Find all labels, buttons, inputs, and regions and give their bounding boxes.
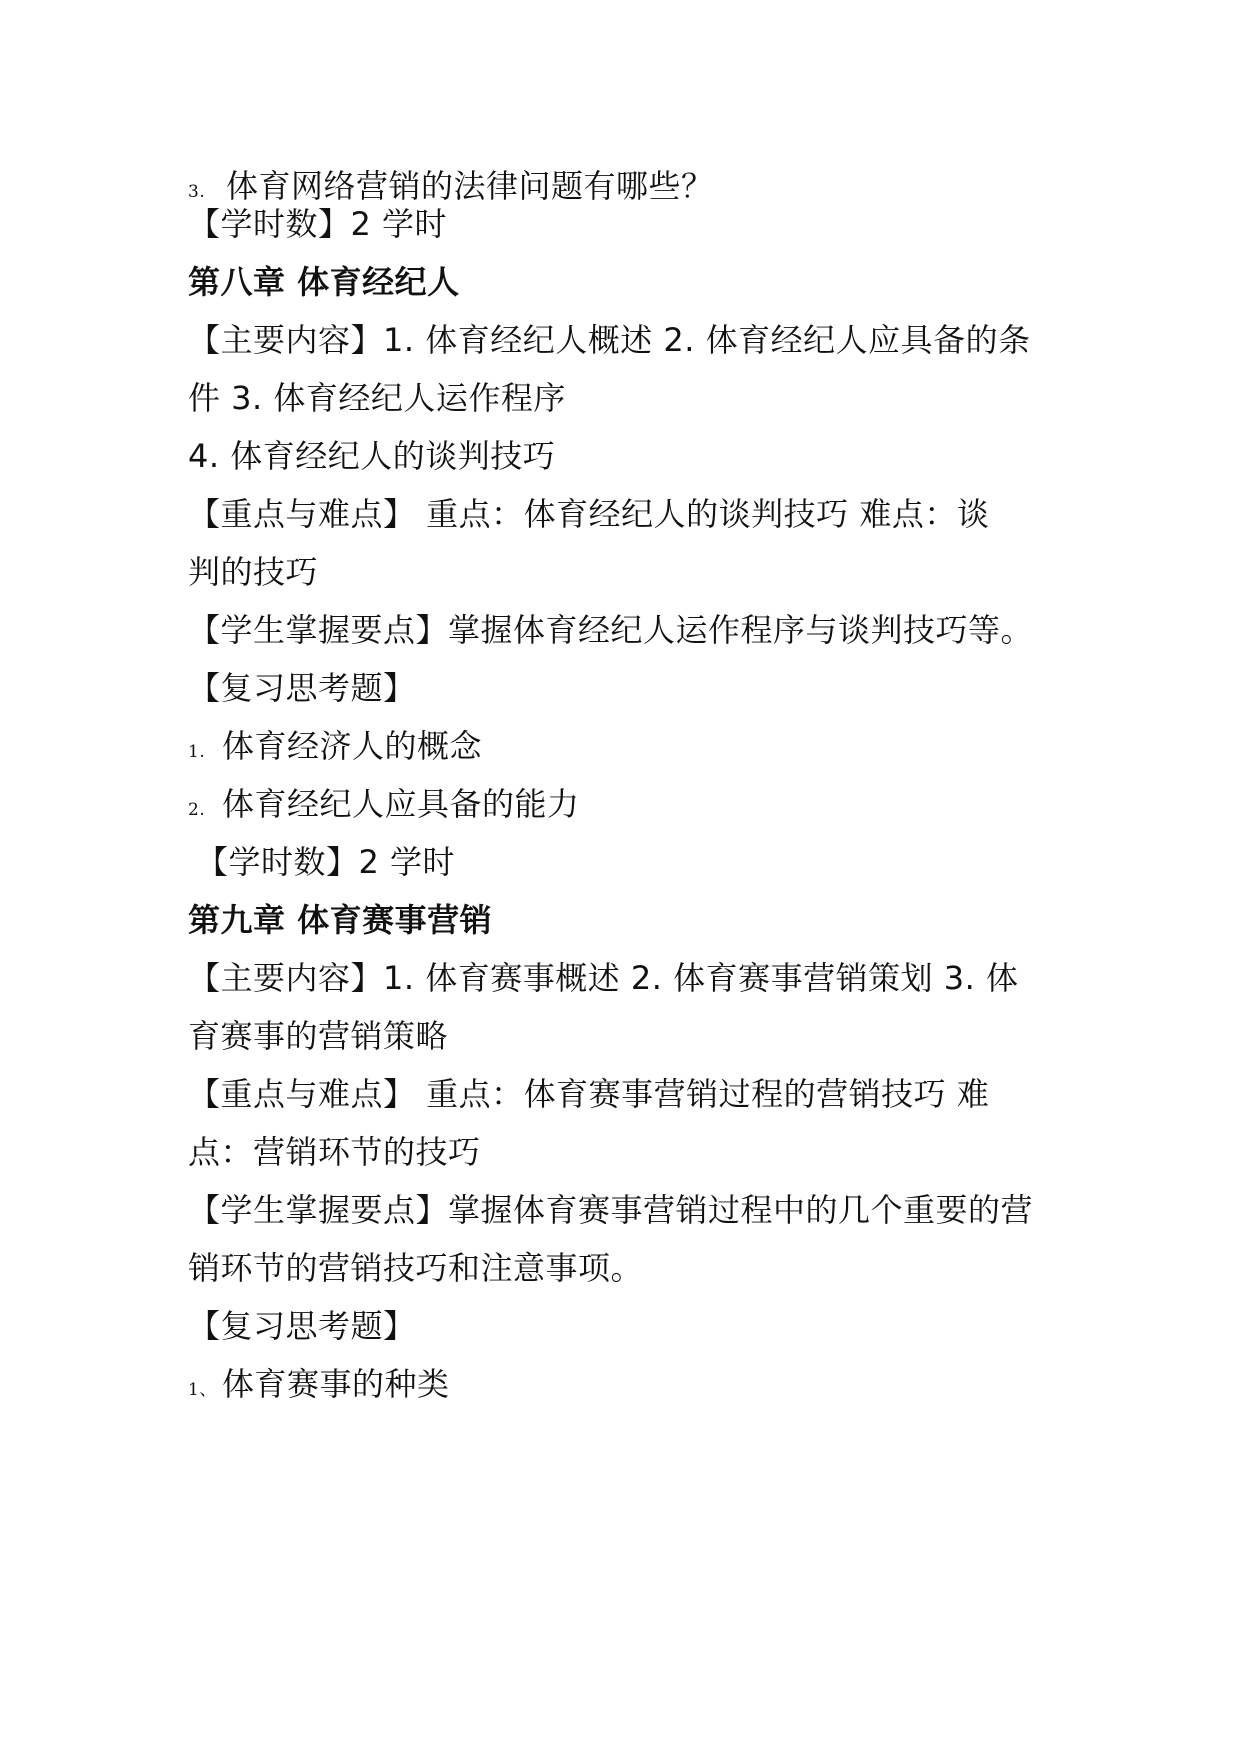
chapter-heading: 第九章 体育赛事营销: [188, 901, 493, 939]
class-hours: 【学时数】2 学时: [188, 205, 448, 243]
main-content-continued: 育赛事的营销策略: [188, 1017, 449, 1055]
main-content-continued: 4. 体育经纪人的谈判技巧: [188, 437, 556, 475]
list-number: 1.: [188, 742, 206, 762]
question-text: 体育赛事的种类: [222, 1365, 450, 1403]
main-content-continued: 件 3. 体育经纪人运作程序: [188, 379, 566, 417]
review-questions-heading: 【复习思考题】: [188, 669, 416, 707]
question-text: 体育经济人的概念: [222, 727, 483, 765]
question-text: 体育经纪人应具备的能力: [222, 785, 580, 823]
list-number: 3.: [188, 182, 206, 202]
mastery-points: 【学生掌握要点】掌握体育赛事营销过程中的几个重要的营: [188, 1191, 1034, 1229]
list-number: 2.: [188, 800, 206, 820]
question-item: [188, 784, 1088, 830]
key-points-continued: 点：营销环节的技巧: [188, 1133, 481, 1171]
question-item: [188, 1364, 1088, 1410]
list-number: 1、: [188, 1380, 217, 1400]
key-points: 【重点与难点】 重点：体育赛事营销过程的营销技巧 难: [188, 1075, 990, 1113]
chapter-heading: 第八章 体育经纪人: [188, 263, 460, 301]
key-points: 【重点与难点】 重点：体育经纪人的谈判技巧 难点：谈: [188, 495, 990, 533]
key-points-continued: 判的技巧: [188, 553, 319, 591]
question-text: 体育网络营销的法律问题有哪些？: [226, 167, 714, 205]
mastery-points-continued: 销环节的营销技巧和注意事项。: [188, 1249, 644, 1287]
mastery-points: 【学生掌握要点】掌握体育经纪人运作程序与谈判技巧等。: [188, 611, 1034, 649]
class-hours: 【学时数】2 学时: [196, 843, 456, 881]
question-item: [188, 726, 1088, 772]
main-content: 【主要内容】1. 体育赛事概述 2. 体育赛事营销策划 3. 体: [188, 959, 1019, 997]
main-content: 【主要内容】1. 体育经纪人概述 2. 体育经纪人应具备的条: [188, 321, 1031, 359]
review-questions-heading: 【复习思考题】: [188, 1307, 416, 1345]
